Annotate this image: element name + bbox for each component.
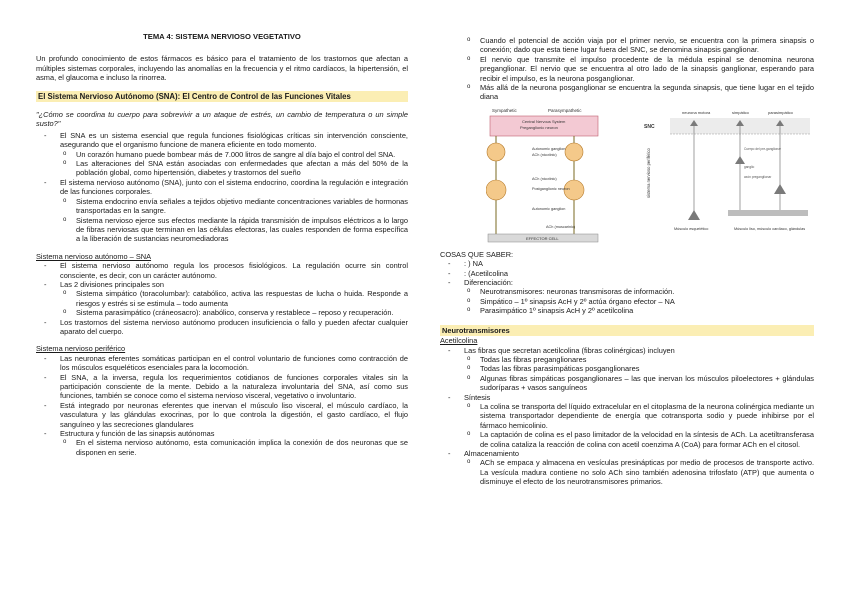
label-parasimpatico: parasimpático bbox=[768, 109, 793, 115]
list-item: - Las fibras que secretan acetilcolina (fibras colinérgicas) incluyen bbox=[448, 345, 675, 355]
neurotransmisores-heading: Neurotransmisores bbox=[440, 325, 814, 336]
label-cuerpo: Cuerpo del pre-ganglionar bbox=[744, 146, 782, 151]
right-column bbox=[440, 36, 814, 487]
list-item: o Todas las fibras parasimpáticas posganglionares bbox=[467, 364, 640, 374]
label-ganglion: Autonomic ganglion bbox=[532, 146, 566, 151]
label-snc: SNC bbox=[644, 123, 655, 130]
list-item: o Más allá de la neurona posganglionar se encuentra la segunda sinapsis, que tiene lugar en el tejido diana bbox=[467, 83, 814, 102]
diagram-row bbox=[440, 106, 814, 246]
list-item: - : ) NA bbox=[448, 259, 483, 269]
snp-list bbox=[36, 354, 408, 457]
list-item: - El sistema nervioso autónomo regula los procesos fisiológicos. La regulación ocurre sin control consciente, es decir, con un carácter autónomo. bbox=[44, 261, 408, 280]
neuron-chain-diagram bbox=[486, 106, 624, 246]
list-item: - Los trastornos del sistema nervioso autónomo producen insuficiencia o fallo y pueden afectar cualquier aparato del cuerpo. bbox=[44, 317, 408, 336]
label-ach-nicotinic: ACh (nicotinic) bbox=[532, 152, 557, 157]
list-item: - Está integrado por neuronas eferentes que inervan el músculo liso visceral, el músculo cardíaco, la vasculatura y las glándulas exocrinas, por lo que controla la digestión, el gasto cardíaco, el flujo sanguíneo y las secreciones glandulares bbox=[44, 400, 408, 429]
question-text: "¿Cómo se coordina tu cuerpo para sobrevivir a un ataque de estrés, un cambio de temperatura o un simple susto?" bbox=[36, 110, 408, 129]
label-postganglionic: Postganglionic neuron bbox=[532, 186, 570, 191]
snp-subheading: Sistema nervioso periférico bbox=[36, 344, 126, 354]
list-item: o En el sistema nervioso autónomo, esta comunicación implica la conexión de dos neuronas que se disponen en serie. bbox=[63, 438, 408, 457]
list-item: - Estructura y función de las sinapsis autónomas bbox=[44, 429, 215, 439]
cosas-list bbox=[440, 259, 814, 315]
label-cns: Central Nervous System bbox=[522, 118, 566, 124]
synapse-list bbox=[440, 36, 814, 102]
list-item: - Las 2 divisiones principales son bbox=[44, 279, 164, 289]
list-item: - El SNA es un sistema esencial que regula funciones fisiológicas críticas sin intervención consciente, asegurando que el organismo funcione de manera eficiente en todo momento. bbox=[44, 130, 408, 150]
list-item: o Cuando el potencial de acción viaja por el primer nervio, se encuentra con la primera sinapsis o conexión; dado que esta tiene lugar fuera del SNC, se denomina sinapsis ganglionar. bbox=[467, 36, 814, 55]
list-item: o Sistema endocrino envía señales a tejidos objetivo mediante concentraciones variables de hormonas transportadas en la sangre. bbox=[63, 196, 408, 216]
list-item: - : (Acetilcolina bbox=[448, 268, 508, 278]
label-axon: axón preganglionar bbox=[744, 174, 772, 179]
list-item: - Diferenciación: bbox=[448, 278, 513, 288]
list-item: - Síntesis bbox=[448, 392, 491, 402]
intro-paragraph: Un profundo conocimiento de estos fármacos es básico para el tratamiento de los trastornos que afectan a múltiples sistemas corporales, incluyendo las anomalías en la frecuencia y el ritmo cardíacos, la hipertensión, el asma, el glaucoma e incluso la rinorrea. bbox=[36, 54, 408, 83]
label-side: sistema nervioso periférico bbox=[646, 148, 651, 198]
list-item: - El sistema nervioso autónomo (SNA), junto con el sistema endocrino, coordina la regulación e integración de las funciones corporales. bbox=[44, 177, 408, 197]
list-item: o Las alteraciones del SNA están asociadas con enfermedades que afectan a más del 50% de la población global, como hipertensión, diabetes y trastornos del sueño bbox=[63, 159, 408, 178]
cosas-heading: COSAS QUE SABER: bbox=[440, 249, 514, 259]
list-item: - Las neuronas eferentes somáticas participan en el control voluntario de funciones como contracción de los músculos esqueléticos esenciales para la locomoción. bbox=[44, 353, 408, 373]
left-column bbox=[36, 32, 408, 457]
sna-heading: El Sistema Nervioso Autónomo (SNA): El Centro de Control de las Funciones Vitales bbox=[36, 91, 408, 102]
list-item: o El nervio que transmite el impulso procedente de la médula espinal se denomina neurona preganglionar. El nervio que se encuentra al otro lado de la sinapsis ganglionar, esperando para recibir el impulso, es la neurona posganglionar. bbox=[467, 54, 814, 83]
list-item: o Sistema simpático (toracolumbar): catabólico, activa las respuestas de lucha o huida. Responde a riesgos y estrés si se estimula – todo aumenta bbox=[63, 289, 408, 308]
list-item: o Algunas fibras simpáticas posganglionares – las que inervan los músculos piloelectores + glándulas sudoríparas + vasos sanguíneos bbox=[467, 373, 814, 393]
sna-sub-list bbox=[36, 261, 408, 336]
label-parasympathetic: Parasympathetic bbox=[548, 107, 582, 113]
label-ganglio: ganglio bbox=[744, 164, 755, 169]
neuro-list bbox=[440, 346, 814, 487]
list-item: o La captación de colina es el paso limitador de la velocidad en la síntesis de ACh. La acetiltransferasa de colina cataliza la reacción de colina con acetil coenzima A (CoA) para formar ACh en el citosol. bbox=[467, 430, 814, 449]
label-effector: EFFECTOR CELL bbox=[526, 235, 559, 241]
ganglion-left-1 bbox=[487, 143, 505, 161]
label-motora: neurona motora bbox=[682, 109, 711, 115]
label-ach-nicotinic-2: ACh (nicotinic) bbox=[532, 176, 557, 181]
list-item: o Sistema parasimpático (cráneosacro): anabólico, conserva y restablece – reposo y recuperación. bbox=[63, 308, 394, 318]
effector-bar bbox=[728, 210, 808, 216]
list-item: o Parasimpático 1º sinapsis AcH y 2º acetilcolina bbox=[467, 306, 634, 316]
label-sympathetic: Sympathetic bbox=[492, 107, 517, 113]
list-item: o Sistema nervioso ejerce sus efectos mediante la rápida transmisión de impulsos eléctricos a lo largo de fibras nerviosas que terminan en las células efectoras, las cuales responden de forma específica a la liberación de sustancias neuromediadoras bbox=[63, 215, 408, 244]
peripheral-system-diagram bbox=[640, 106, 812, 246]
label-musculo-liso: Músculo liso, músculo cardíaco, glándulas bbox=[734, 226, 806, 231]
acetilcolina-heading: Acetilcolina bbox=[440, 336, 478, 346]
list-item: - El SNA, a la inversa, regula los requerimientos cotidianos de funciones corporales vitales sin la participación consciente de la mente. Debido a la naturaleza involuntaria del SNA, así como sus funciones, también se conoce como el sistema nervioso visceral, vegetativo o involuntario. bbox=[44, 372, 408, 401]
page-title: TEMA 4: SISTEMA NERVIOSO VEGETATIVO bbox=[143, 32, 301, 41]
ganglion-left-2 bbox=[486, 180, 506, 200]
label-ganglion-2: Autonomic ganglion bbox=[532, 206, 566, 211]
effector-left bbox=[688, 210, 700, 220]
list-item: o ACh se empaca y almacena en vesículas presinápticas por medio de procesos de transporte activo. La vesícula madura contiene no solo ACh sino también adenosina trifosfato (ATP) que aumenta o disminuye el efecto de los neurotransmisores primarios. bbox=[467, 458, 814, 487]
list-item: o Simpático – 1º sinapsis AcH y 2º actúa órgano efector – NA bbox=[467, 296, 675, 306]
ganglion-right-1 bbox=[565, 143, 583, 161]
label-musculo-esq: Músculo esquelético bbox=[674, 226, 709, 231]
list-item: o Un corazón humano puede bombear más de 7.000 litros de sangre al día bajo el control del SNA. bbox=[63, 149, 396, 159]
label-simpatico: simpático bbox=[732, 109, 749, 115]
label-preganglionic: Preganglionic neuron bbox=[520, 124, 558, 130]
list-item: o Todas las fibras preganglionares bbox=[467, 354, 587, 364]
sna-list bbox=[36, 131, 408, 244]
list-item: o Neurotransmisores: neuronas transmisoras de información. bbox=[467, 287, 675, 297]
label-ach-muscarinic: ACh (muscarinic) bbox=[546, 224, 576, 229]
sna-subheading: Sistema nervioso autónomo – SNA bbox=[36, 251, 152, 261]
list-item: - Almacenamiento bbox=[448, 448, 520, 458]
list-item: o La colina se transporta del líquido extracelular en el citoplasma de la neurona colinérgica mediante un sistema transportador dependiente de energía que cotransporta sodio y puede inhibirse por el fármaco hemicolinio. bbox=[467, 401, 814, 430]
